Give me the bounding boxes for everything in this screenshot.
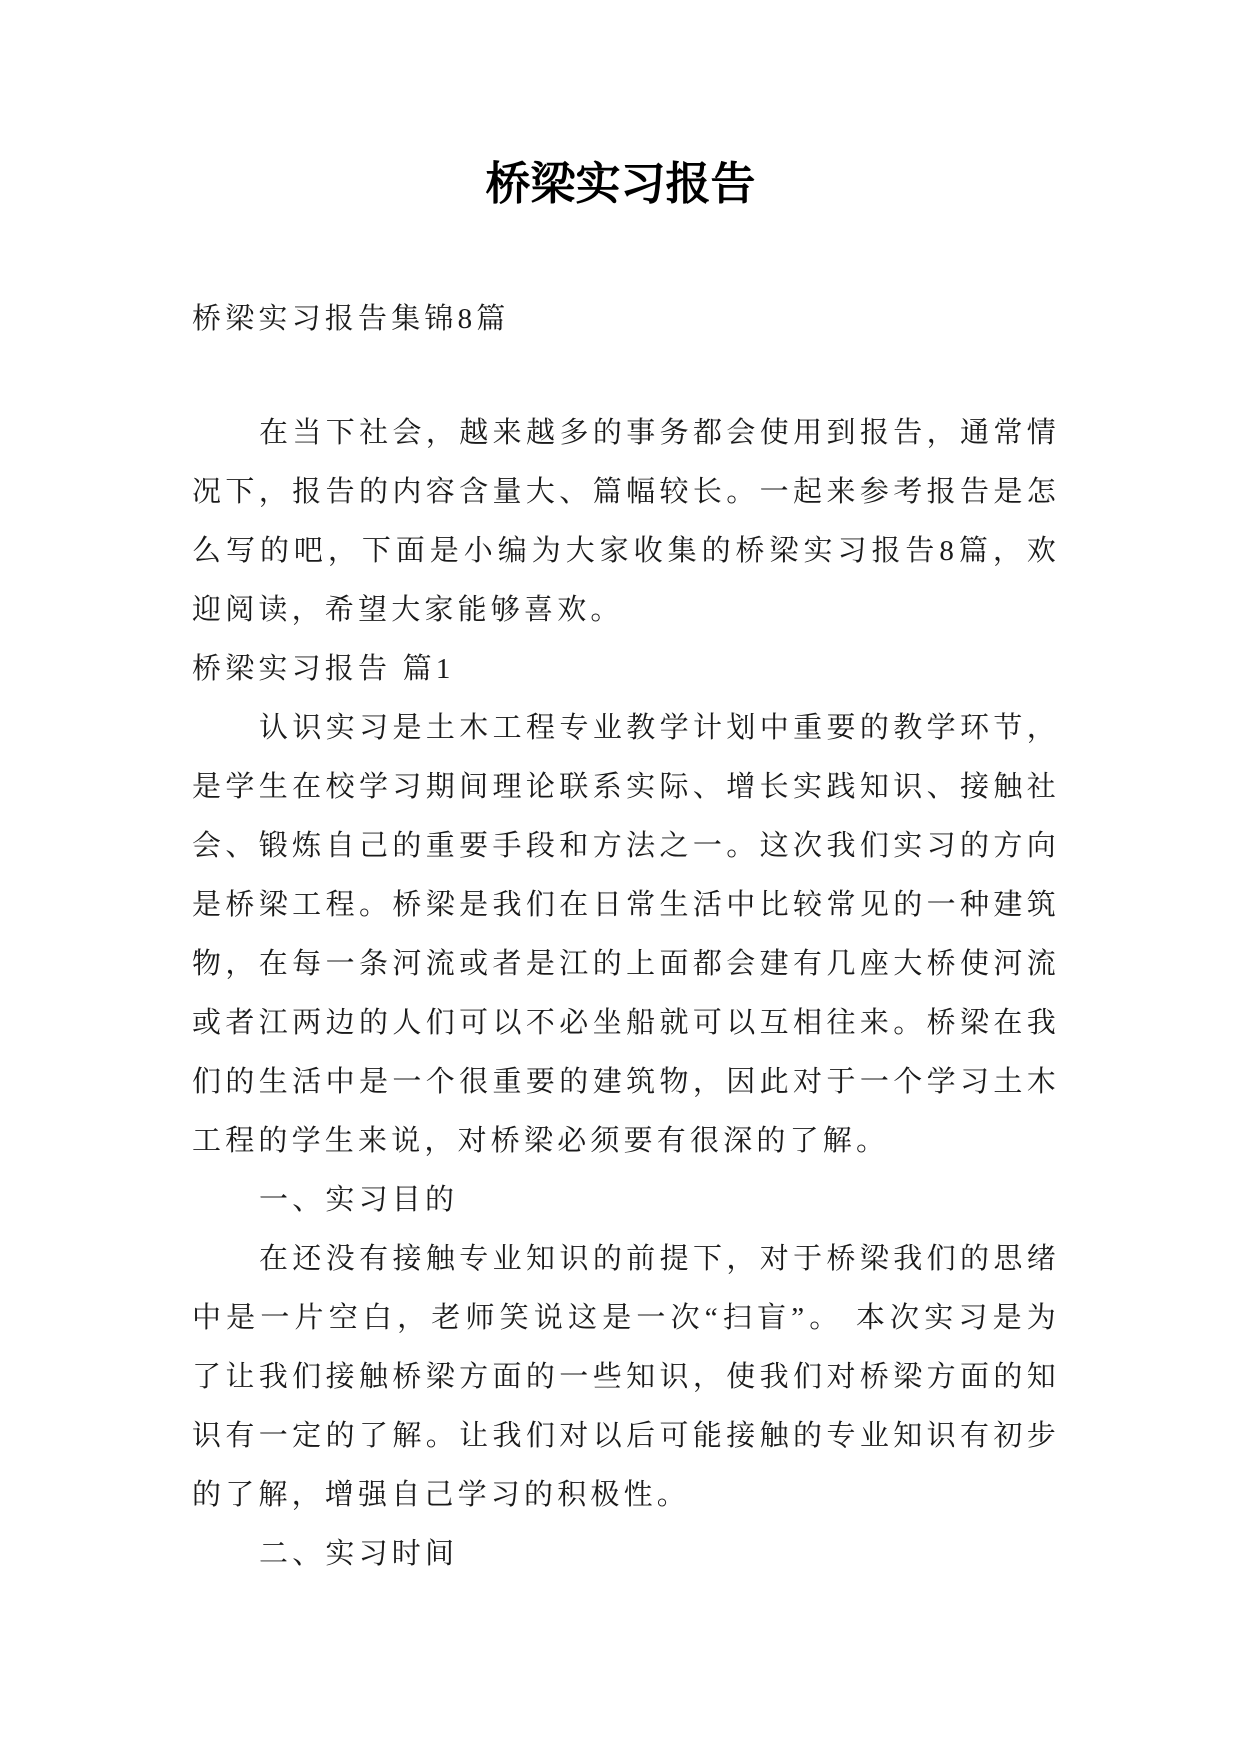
paragraph-line: 是学生在校学习期间理论联系实际、增长实践知识、接触社 [192, 771, 1060, 803]
paragraph-line: 会、锻炼自己的重要手段和方法之一。这次我们实习的方向 [192, 830, 1060, 862]
paragraph-line: 认识实习是土木工程专业教学计划中重要的教学环节， [259, 712, 1060, 744]
paragraph-line: 了让我们接触桥梁方面的一些知识，使我们对桥梁方面的知 [192, 1361, 1060, 1393]
paragraph-line: 工程的学生来说，对桥梁必须要有很深的了解。 [192, 1125, 890, 1157]
paragraph-line: 况下，报告的内容含量大、篇幅较长。一起来参考报告是怎 [192, 476, 1060, 508]
article-heading: 桥梁实习报告 篇1 [192, 653, 455, 685]
document-subtitle: 桥梁实习报告集锦8篇 [192, 303, 510, 335]
paragraph-line: 物，在每一条河流或者是江的上面都会建有几座大桥使河流 [192, 948, 1060, 980]
paragraph-line: 是桥梁工程。桥梁是我们在日常生活中比较常见的一种建筑 [192, 889, 1060, 921]
paragraph-line: 的了解，增强自己学习的积极性。 [192, 1479, 691, 1511]
purpose-paragraph [192, 1230, 1060, 1525]
paragraph-line: 在还没有接触专业知识的前提下，对于桥梁我们的思绪 [259, 1243, 1060, 1275]
paragraph-line: 或者江两边的人们可以不必坐船就可以互相往来。桥梁在我 [192, 1007, 1060, 1039]
intro-paragraph [192, 404, 1060, 640]
section-heading-purpose: 一、实习目的 [259, 1184, 459, 1216]
document-title: 桥梁实习报告 [485, 159, 756, 209]
document-body [192, 404, 1060, 1584]
paragraph-line: 迎阅读，希望大家能够喜欢。 [192, 594, 624, 626]
paragraph-line: 在当下社会，越来越多的事务都会使用到报告，通常情 [259, 417, 1060, 449]
paragraph-line: 识有一定的了解。让我们对以后可能接触的专业知识有初步 [192, 1420, 1060, 1452]
article-paragraph [192, 699, 1060, 1171]
paragraph-line: 们的生活中是一个很重要的建筑物，因此对于一个学习土木 [192, 1066, 1060, 1098]
section-heading-time: 二、实习时间 [259, 1538, 459, 1570]
paragraph-line: 中是一片空白，老师笑说这是一次“扫盲”。 本次实习是为 [192, 1302, 1060, 1334]
paragraph-line: 么写的吧，下面是小编为大家收集的桥梁实习报告8篇，欢 [192, 535, 1060, 567]
